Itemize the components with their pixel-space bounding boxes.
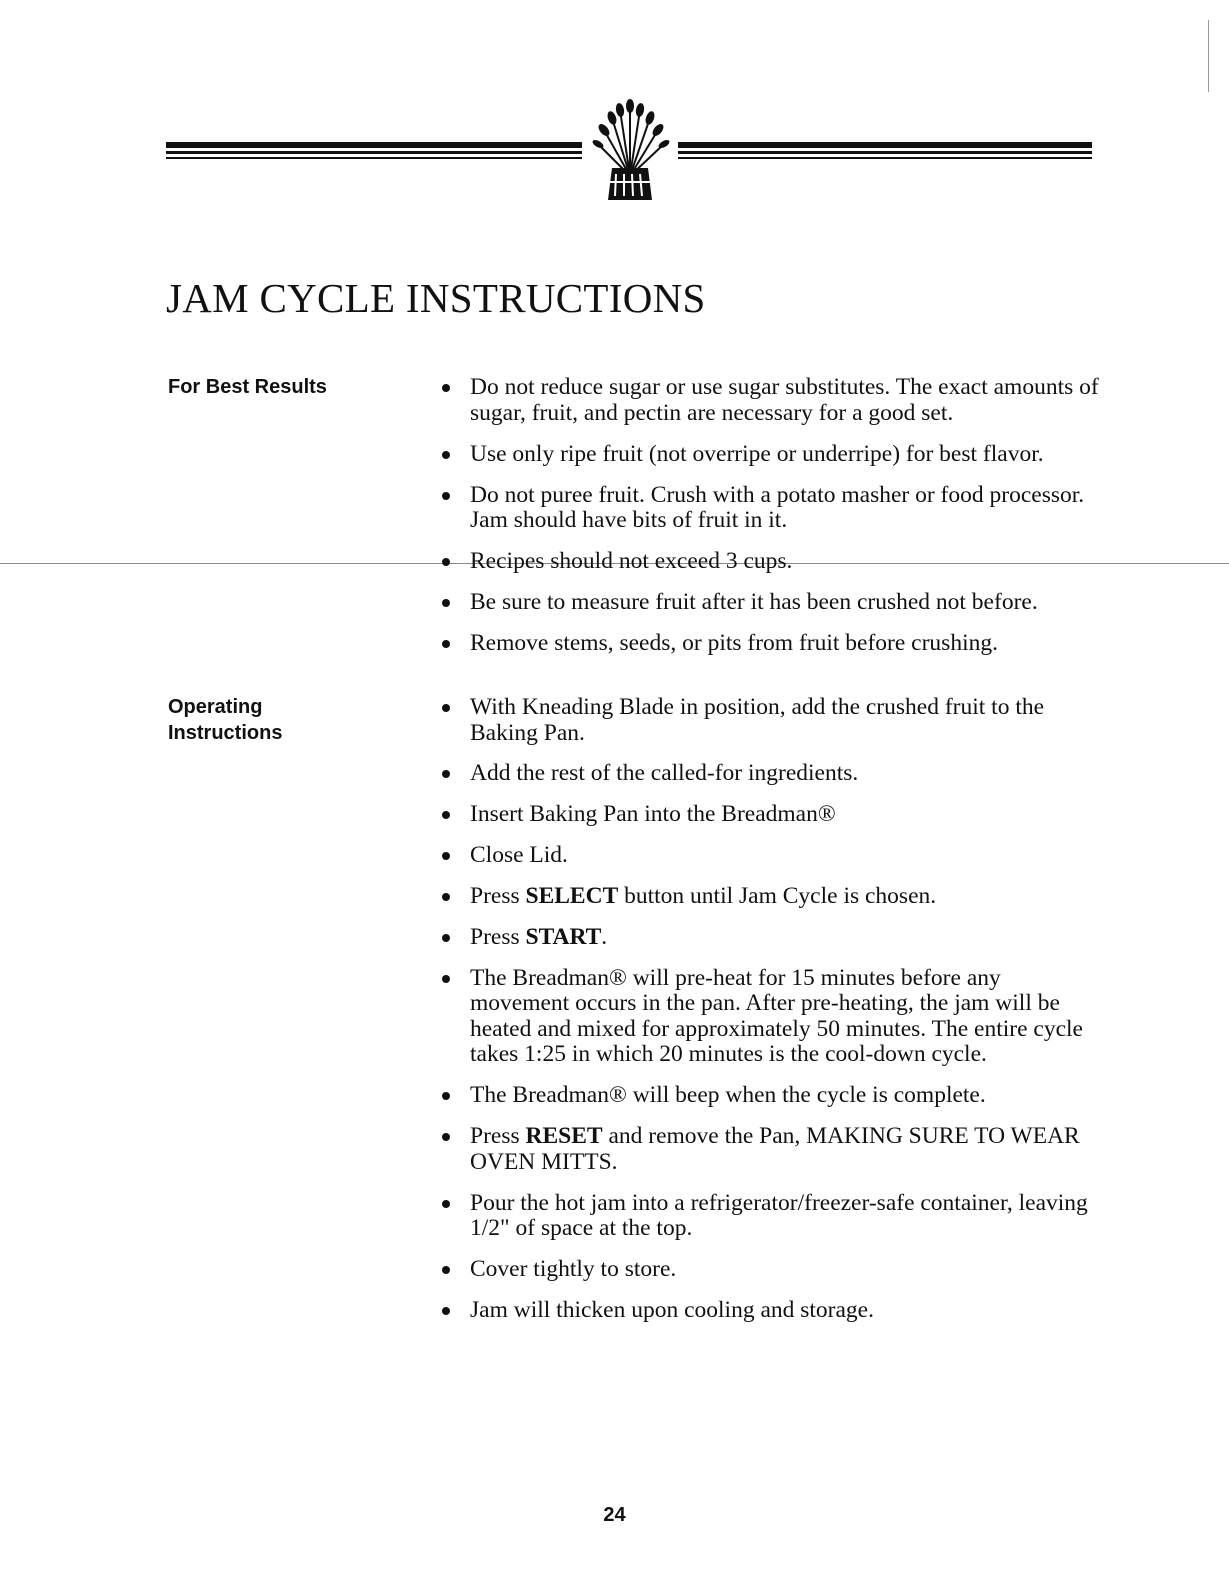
start-button-label: START bbox=[525, 923, 602, 950]
select-button-label: SELECT bbox=[525, 883, 619, 910]
list-item: Jam will thicken upon cooling and storage. bbox=[440, 1298, 1100, 1324]
list-item: Be sure to measure fruit after it has been crushed not before. bbox=[440, 590, 1100, 616]
list-item: Close Lid. bbox=[440, 843, 1100, 869]
list-item: Press SELECT button until Jam Cycle is chosen. bbox=[440, 884, 1100, 910]
list-item: Cover tightly to store. bbox=[440, 1257, 1100, 1283]
list-item: Pour the hot jam into a refrigerator/freezer-safe container, leaving 1/2" of space at the top. bbox=[440, 1191, 1100, 1242]
best-results-heading: For Best Results bbox=[168, 376, 327, 398]
list-item: Recipes should not exceed 3 cups. bbox=[440, 549, 1100, 575]
operating-instructions-heading: Operating Instructions bbox=[168, 696, 283, 744]
list-item: Press RESET and remove the Pan, MAKING SURE TO WEAR OVEN MITTS. bbox=[440, 1124, 1100, 1175]
list-item: Use only ripe fruit (not overripe or underripe) for best flavor. bbox=[440, 442, 1100, 468]
reset-button-label: RESET bbox=[525, 1123, 603, 1150]
page-title: JAM CYCLE INSTRUCTIONS bbox=[166, 275, 706, 321]
page-number: 24 bbox=[603, 1504, 626, 1526]
list-item: Do not reduce sugar or use sugar substitutes. The exact amounts of sugar, fruit, and pectin are necessary for a good set. bbox=[440, 375, 1100, 426]
list-item: The Breadman® will pre-heat for 15 minutes before any movement occurs in the pan. After pre-heating, the jam will be heated and mixed for approximately 50 minutes. The entire cycle takes 1:25 in which 20 minutes is the cool-down cycle. bbox=[440, 966, 1100, 1068]
operating-instructions-list bbox=[440, 695, 1100, 1339]
list-item: With Kneading Blade in position, add the crushed fruit to the Baking Pan. bbox=[440, 695, 1100, 746]
scan-edge-line bbox=[1208, 20, 1209, 92]
best-results-list bbox=[440, 375, 1100, 672]
list-item: Add the rest of the called-for ingredients. bbox=[440, 761, 1100, 787]
list-item: Do not puree fruit. Crush with a potato masher or food processor. Jam should have bits of fruit in it. bbox=[440, 483, 1100, 534]
list-item: Insert Baking Pan into the Breadman® bbox=[440, 802, 1100, 828]
list-item: Press START. bbox=[440, 925, 1100, 951]
list-item: Remove stems, seeds, or pits from fruit before crushing. bbox=[440, 631, 1100, 657]
wheat-sheaf-icon bbox=[582, 96, 678, 208]
list-item: The Breadman® will beep when the cycle is complete. bbox=[440, 1083, 1100, 1109]
